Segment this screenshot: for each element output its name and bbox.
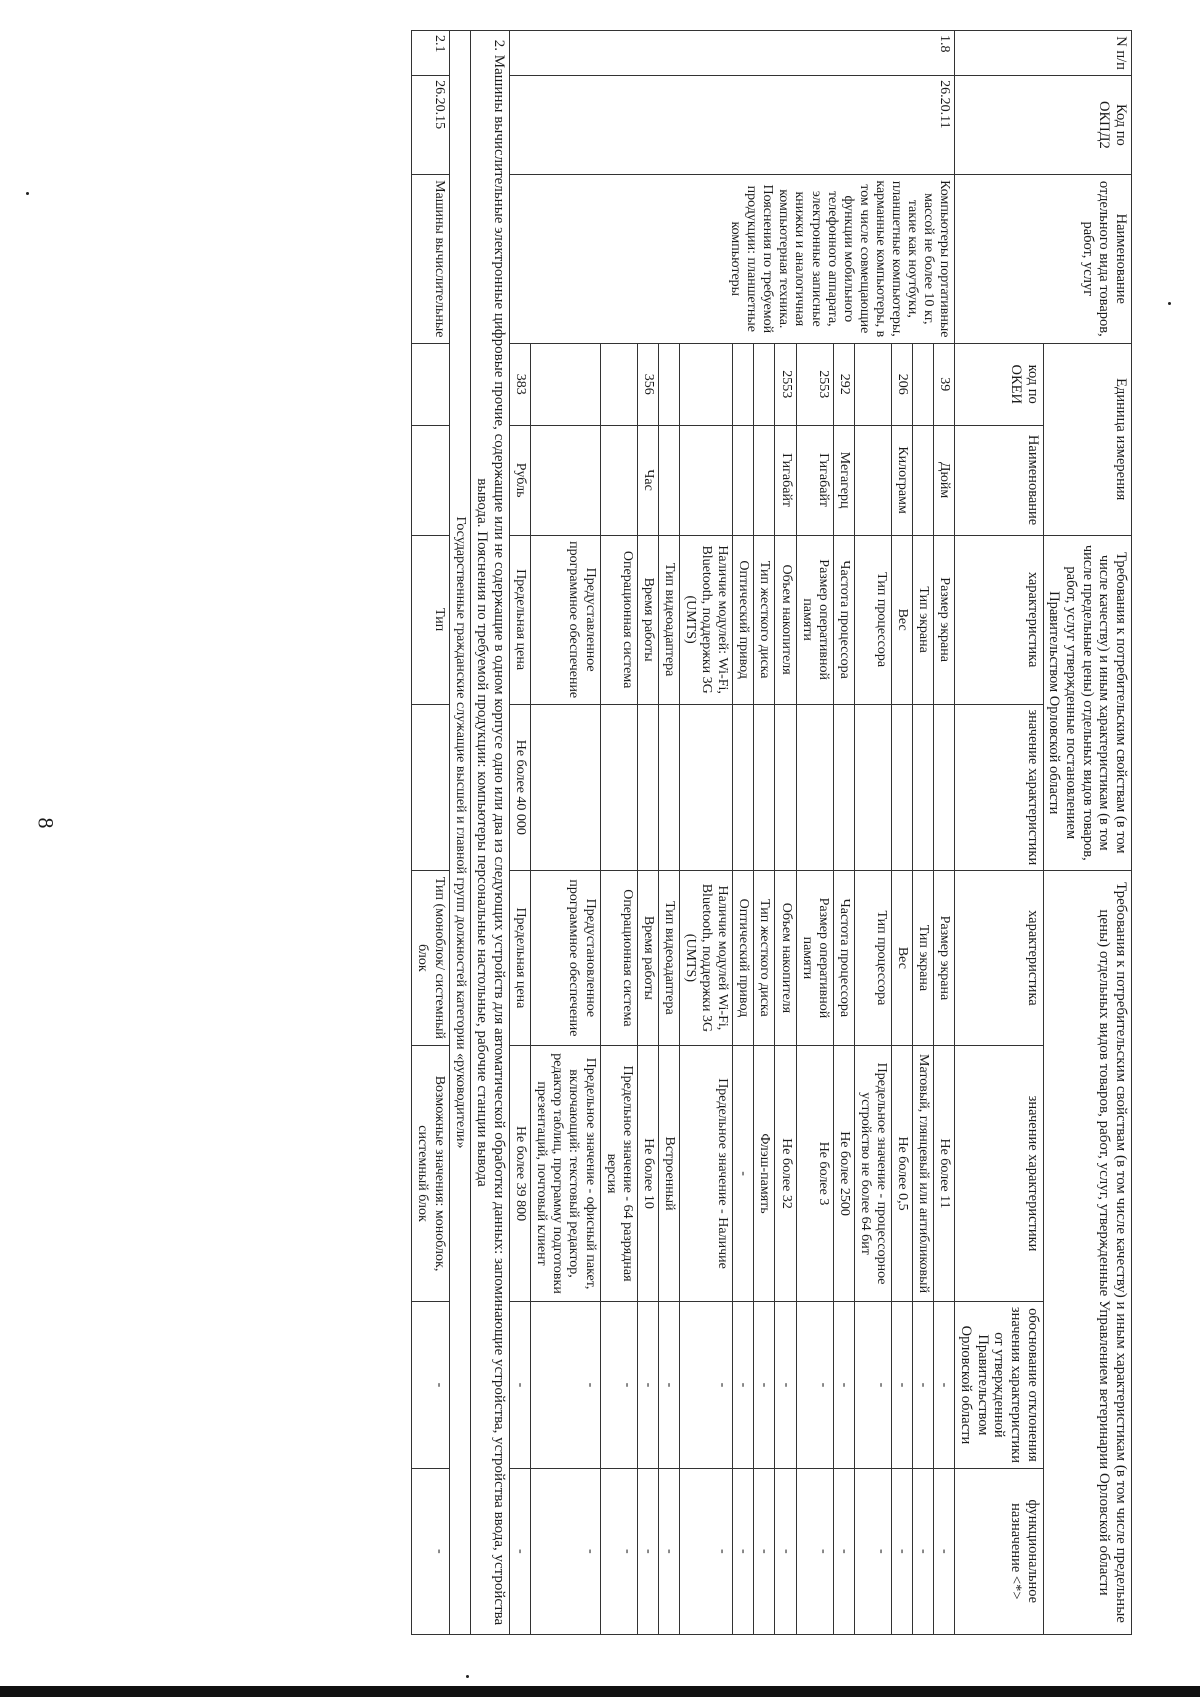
row-gov-char: Оптический привод [733, 535, 754, 704]
row-dept-val: Предельное значение - Наличие [679, 1045, 732, 1302]
row-unit: Мегагерц [833, 425, 854, 535]
row-dept-val: Не более 11 [934, 1045, 955, 1302]
row-gov-val [854, 704, 891, 870]
row-gov-char: Размер оперативной памяти [796, 535, 833, 704]
row-code: 356 [637, 343, 658, 425]
row-dept-just: - [733, 1302, 754, 1468]
row-dept-func: - [658, 1468, 679, 1634]
row-dept-char: Тип процессора [854, 871, 891, 1046]
row-gov-val [733, 704, 754, 870]
row-dept-func: - [833, 1468, 854, 1634]
row-dept-just: - [796, 1302, 833, 1468]
row-dept-char: Вес [892, 871, 913, 1046]
row-gov-val [531, 704, 600, 870]
row-code [531, 343, 600, 425]
header-dept-char: характеристика [955, 871, 1043, 1046]
row-gov-char: Предуставленное программное обеспечение [531, 535, 600, 704]
row-dept-char: Тип (моноблок/ системный блок [412, 871, 449, 1046]
row-dept-func: - [796, 1468, 833, 1634]
row-gov-char: Тип экрана [913, 535, 934, 704]
header-dept-just: обоснование отклонения значения характеристики от утвержденной Правительством Орловской области [955, 1302, 1043, 1468]
row-gov-char: Тип процессора [854, 535, 891, 704]
row-gov-char: Объем накопителя [775, 535, 796, 704]
row-dept-just: - [934, 1302, 955, 1468]
row-gov-char: Тип [412, 535, 449, 704]
row-code: 292 [833, 343, 854, 425]
row-code: 39 [934, 343, 955, 425]
row-dept-val: - [733, 1045, 754, 1302]
row-dept-func: - [892, 1468, 913, 1634]
row-gov-val [637, 704, 658, 870]
header-unit-name: Наименование [955, 425, 1043, 535]
row-gov-val [833, 704, 854, 870]
header-name: Наименование отдельного вида товаров, работ, услуг [955, 174, 1132, 343]
row-dept-func: - [754, 1468, 775, 1634]
row-dept-val: Встроенный [658, 1045, 679, 1302]
item-num: 2.1 [412, 31, 449, 76]
item-okpd: 26.20.15 [412, 76, 449, 175]
row-unit [733, 425, 754, 535]
row-gov-char: Размер экрана [934, 535, 955, 704]
row-dept-func: - [637, 1468, 658, 1634]
row-unit [412, 425, 449, 535]
row-gov-val [796, 704, 833, 870]
row-unit: Час [637, 425, 658, 535]
row-unit: Гигабайт [775, 425, 796, 535]
row-dept-val: Не более 0,5 [892, 1045, 913, 1302]
header-gov-val: значение характеристики [955, 704, 1043, 870]
row-dept-val: Не более 39 800 [510, 1045, 531, 1302]
row-dept-char: Время работы [637, 871, 658, 1046]
row-dept-val: Не более 2500 [833, 1045, 854, 1302]
row-dept-just: - [679, 1302, 732, 1468]
row-dept-just: - [600, 1302, 637, 1468]
row-code [754, 343, 775, 425]
row-dept-char: Предельная цена [510, 871, 531, 1046]
header-gov-req: Требования к потребительским свойствам (в том числе качеству) и иным характеристикам (в том числе предельные цены) отдельных видов товаров, работ, услуг утвержденные постановлением Правительством Орловской области [1043, 535, 1131, 870]
row-gov-char: Предельная цена [510, 535, 531, 704]
row-unit: Килограмм [892, 425, 913, 535]
row-dept-func: - [934, 1468, 955, 1634]
row-dept-func: - [854, 1468, 891, 1634]
row-code: 2553 [796, 343, 833, 425]
row-dept-just: - [531, 1302, 600, 1468]
row-gov-char: Наличие модулей: Wi-Fi, Bluetooth, поддержки 3G (UMTS) [679, 535, 732, 704]
row-dept-char: Тип экрана [913, 871, 934, 1046]
header-dept-val: значение характеристики [955, 1045, 1043, 1302]
item-name: Машины вычислительные [412, 174, 449, 343]
row-dept-func: - [531, 1468, 600, 1634]
row-dept-val: Не более 10 [637, 1045, 658, 1302]
header-dept-req: Требования к потребительским свойствам (в том числе качеству) и иным характеристикам (в том числе предельные цены) отдельных видов товаров, работ, услуг, утвержденные Управлением ветеринарии Орловской области [1043, 871, 1131, 1635]
section-2-subtitle: Государственные гражданские служащие высшей и главной групп должностей категории «руководители» [449, 31, 470, 1635]
row-code [854, 343, 891, 425]
row-code [658, 343, 679, 425]
row-unit [913, 425, 934, 535]
row-gov-val [412, 704, 449, 870]
row-dept-just: - [754, 1302, 775, 1468]
row-code [913, 343, 934, 425]
row-gov-val [658, 704, 679, 870]
row-dept-just: - [510, 1302, 531, 1468]
row-unit [679, 425, 732, 535]
row-gov-val [913, 704, 934, 870]
row-code [600, 343, 637, 425]
row-dept-val: Матовый, глянцевый или антибликовый [913, 1045, 934, 1302]
row-gov-val [754, 704, 775, 870]
row-dept-char: Размер оперативной памяти [796, 871, 833, 1046]
row-gov-val [600, 704, 637, 870]
row-dept-char: Размер экрана [934, 871, 955, 1046]
section-2-title: 2. Машины вычислительные электронные цифровые прочие, содержащие или не содержащие в одном корпусе одно или два из следующих устройств для автоматической обработки данных: запоминающие устройства, устройства ввода, устройства вывода. Пояснения по требуемой продукции: компьютеры персональные настольные, рабочие станции вывода [470, 31, 510, 1635]
requirements-table [411, 30, 1132, 1635]
row-dept-val: Предельное значение - процессорное устройство не более 64 бит [854, 1045, 891, 1302]
row-unit: Гигабайт [796, 425, 833, 535]
header-unit: Единица измерения [1043, 343, 1131, 535]
row-dept-char: Наличие модулей Wi-Fi, Bluetooth, поддержки 3G (UMTS) [679, 871, 732, 1046]
row-code [412, 343, 449, 425]
row-dept-just: - [637, 1302, 658, 1468]
row-dept-val: Не более 3 [796, 1045, 833, 1302]
header-okpd: Код по ОКПД2 [955, 76, 1132, 175]
header-unit-code: код по ОКЕИ [955, 343, 1043, 425]
row-code: 206 [892, 343, 913, 425]
row-gov-char: Тип жесткого диска [754, 535, 775, 704]
row-dept-just: - [892, 1302, 913, 1468]
row-dept-just: - [854, 1302, 891, 1468]
row-gov-val [775, 704, 796, 870]
item-name: Компьютеры портативные массой не более 10 кг, такие как ноутбуки, планшетные компьютеры, карманные компьютеры, в том числе совмещающие функции мобильного телефонного аппарата, электронные записные книжки и аналогичная компьютерная техника. Пояснения по требуемой продукции: планшетные компьютеры [510, 174, 955, 343]
row-unit [531, 425, 600, 535]
row-dept-char: Операционная система [600, 871, 637, 1046]
scan-speck [1168, 302, 1171, 305]
row-dept-char: Тип видеоадаптера [658, 871, 679, 1046]
row-dept-char: Оптический привод [733, 871, 754, 1046]
row-dept-char: Объем накопителя [775, 871, 796, 1046]
row-dept-val: Флэш-память [754, 1045, 775, 1302]
row-unit [658, 425, 679, 535]
row-unit [600, 425, 637, 535]
row-gov-val: Не более 40 000 [510, 704, 531, 870]
header-row-1 [1043, 31, 1131, 1635]
scan-edge-bar [0, 1686, 1200, 1697]
row-unit [854, 425, 891, 535]
document-sheet [112, 30, 1132, 1635]
row-dept-val: Не более 32 [775, 1045, 796, 1302]
row-unit: Дюйм [934, 425, 955, 535]
row-gov-val [679, 704, 732, 870]
row-dept-just: - [775, 1302, 796, 1468]
header-dept-func: функциональное назначение <*> [955, 1468, 1043, 1634]
row-dept-char: Частота процессора [833, 871, 854, 1046]
row-gov-char: Операционная система [600, 535, 637, 704]
row-dept-func: - [412, 1468, 449, 1634]
row-code: 2553 [775, 343, 796, 425]
row-dept-func: - [913, 1468, 934, 1634]
row-dept-func: - [733, 1468, 754, 1634]
row-gov-char: Тип видеоадаптера [658, 535, 679, 704]
row-code [733, 343, 754, 425]
row-gov-char: Вес [892, 535, 913, 704]
row-dept-char: Тип жесткого диска [754, 871, 775, 1046]
section-heading-row [470, 31, 510, 1635]
row-gov-val [892, 704, 913, 870]
row-gov-val [934, 704, 955, 870]
row-dept-just: - [913, 1302, 934, 1468]
header-gov-char: характеристика [955, 535, 1043, 704]
row-dept-just: - [658, 1302, 679, 1468]
row-gov-char: Время работы [637, 535, 658, 704]
item-num: 1.8 [510, 31, 955, 76]
row-dept-val: Предельное значение - офисный пакет, включающий: текстовый редактор, редактор таблиц, программу подготовки презентаций, почтовый клиент [531, 1045, 600, 1302]
row-unit: Рубль [510, 425, 531, 535]
row-dept-val: Возможные значения: моноблок, системный блок [412, 1045, 449, 1302]
row-unit [754, 425, 775, 535]
table-row [412, 31, 449, 1635]
header-num: N п/п [955, 31, 1132, 76]
section-subheading-row [449, 31, 470, 1635]
item-okpd: 26.20.11 [510, 76, 955, 175]
row-dept-func: - [600, 1468, 637, 1634]
row-dept-char: Предустановленное программное обеспечение [531, 871, 600, 1046]
scan-speck [466, 1675, 469, 1678]
row-dept-func: - [510, 1468, 531, 1634]
row-dept-func: - [679, 1468, 732, 1634]
row-gov-char: Частота процессора [833, 535, 854, 704]
row-dept-func: - [775, 1468, 796, 1634]
row-code [679, 343, 732, 425]
row-dept-just: - [833, 1302, 854, 1468]
scan-speck [26, 192, 29, 195]
row-dept-val: Предельное значение - 64 разрядная версия [600, 1045, 637, 1302]
table-row [934, 31, 955, 1635]
row-code: 383 [510, 343, 531, 425]
page-number: 8 [33, 817, 59, 829]
row-dept-just: - [412, 1302, 449, 1468]
